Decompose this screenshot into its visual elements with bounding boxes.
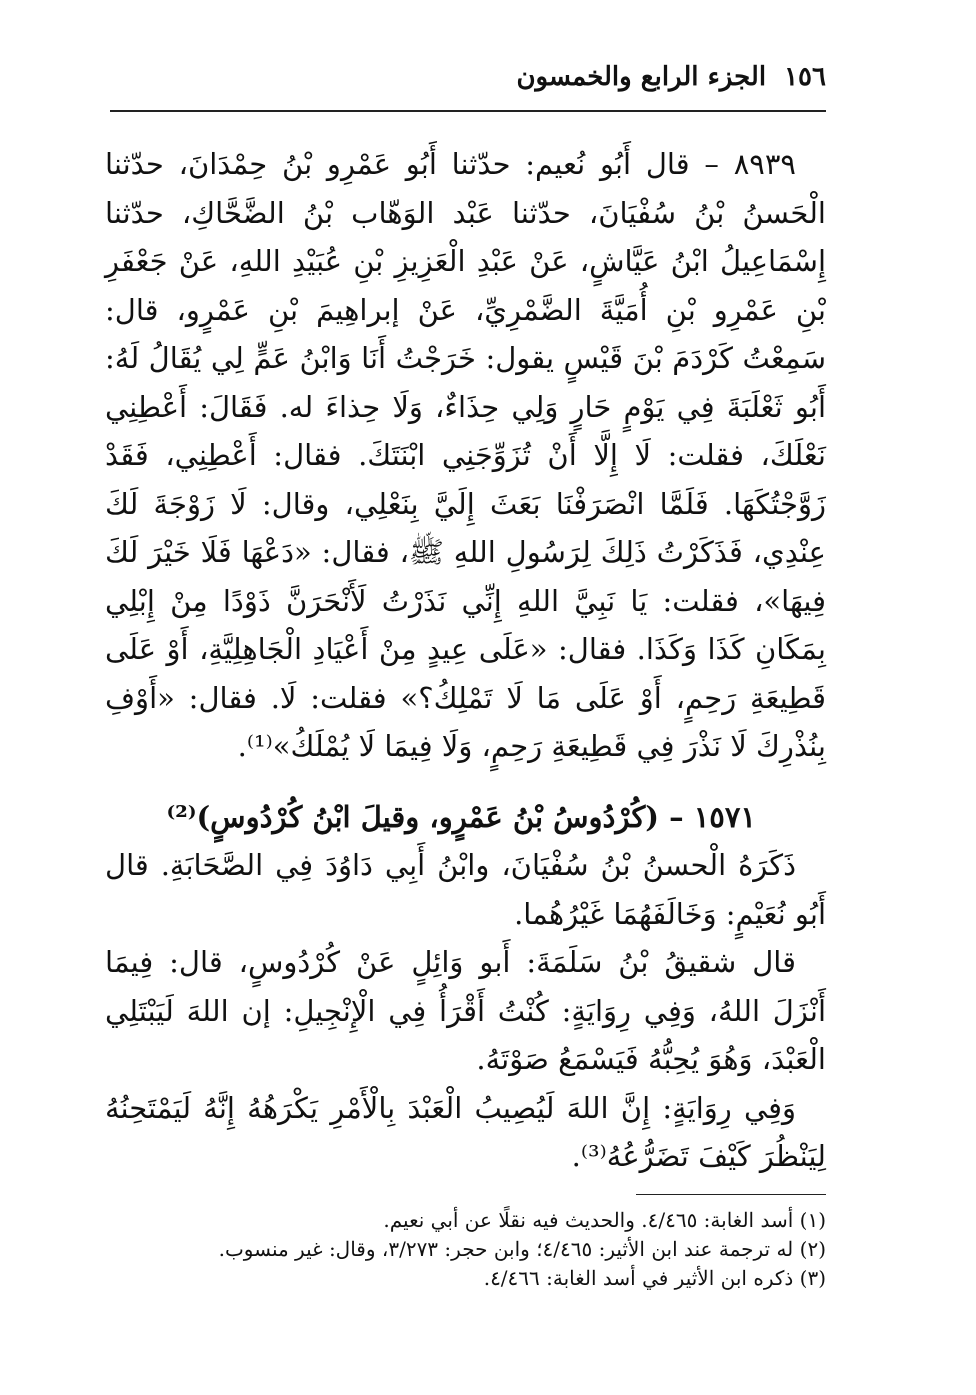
entry-title: ١٥٧١ – (كُرْدُوسُ بْنُ عَمْرٍو، وقيلَ ابْنُ كُرْدُوسٍ)⁽²⁾ <box>166 799 756 834</box>
paragraph-spacer <box>105 771 826 793</box>
footnote-2: (٢) له ترجمة عند ابن الأثير: ٤/٤٦٥؛ وابن حجر: ٣/٢٧٣، وقال: غير منسوب. <box>218 1237 826 1261</box>
entry-intro: ذَكَرَهُ الْحسنُ بْنُ سُفْيَانَ، وابْنُ أَبِي دَاوُدَ فِي الصَّحَابَةِ. قال أَبُو نُعَيْمٍ: وَخَالَفَهُمَا غَيْرُهُما. <box>105 848 826 931</box>
hadith-paragraph: ٨٩٣٩ – قال أَبُو نُعيم: حدّثنا أَبُو عَمْرِو بْنُ حِمْدَانَ، حدّثنا الْحَسنُ بْنُ سُفْيَانَ، حدّثنا عَبْد الوَهّاب بْنُ الضَّحَّاكِ، حدّثنا إِسْمَاعِيلُ ابْنُ عَيَّاشٍ، عَنْ عَبْدِ الْعَزِيزِ بْنِ عُبَيْدِ اللهِ، عَنْ جَعْفَرِ بْنِ عَمْرِو بْنِ أُمَيَّةَ الضَّمْرِيِّ، عَنْ إبراهِيمَ بْنِ عَمْرٍو، قال: سَمِعْتُ كَرْدَمَ بْنَ قَيْسٍ يقول: خَرَجْتُ أَنَا وَابْنُ عَمٍّ لِي يُقَالُ لَهُ: أَبُو ثَعْلَبَةَ فِي يَوْمٍ حَارٍ وَلِي حِذَاءٌ، وَلَا حِذاءَ له. فَقَالَ: أَعْطِنِي نَعْلَكَ، فقلت: لَا إِلَّا أَنْ تُزَوِّجَنِي ابْنَتَكَ. فقال: أَعْطِنِي، فَقَدْ زَوَّجْتُكَهَا. فَلَمَّا انْصَرَفْنَا بَعَثَ إِلَيَّ بِنَعْلِي، وقال: لَا زَوْجَةَ لَكَ عِنْدِي، فَذَكَرْتُ ذَلِكَ لِرَسُولِ اللهِ ﷺ، فقال: «دَعْهَا فَلَا خَيْرَ لَكَ فِيهَا»، فقلت: يَا نَبِيَّ اللهِ إِنِّي نَذَرْتُ لَأَنْحَرَنَّ ذَوْدًا مِنْ إِبْلِي بِمَكَانِ كَذَا وَكَذَا. فقال: «عَلَى عِيدٍ مِنْ أَعْيَادِ الْجَاهِلِيَّةِ، أَوْ عَلَى قَطِيعَةِ رَحِمٍ، أَوْ عَلَى مَا لَا تَمْلِكُ؟» فقلت: لَا. فقال: «أَوْفِ بِنُذْرِكَ لَا نَذْرَ فِي قَطِيعَةِ رَحِمٍ، وَلَا فِيمَا لَا يُمْلَكُ»⁽¹⁾. <box>105 147 826 763</box>
footnote-divider <box>636 1194 826 1195</box>
footnote-3: (٣) ذكره ابن الأثير في أسد الغابة: ٤/٤٦٦. <box>483 1266 826 1290</box>
footnote-1: (١) أسد الغابة: ٤/٤٦٥. والحديث فيه نقلًا عن أبي نعيم. <box>383 1208 826 1232</box>
page-number: ١٥٦ <box>784 62 826 92</box>
main-text <box>105 140 826 1181</box>
header-divider <box>110 110 826 112</box>
shaqiq-paragraph: قال شقيقُ بْنُ سَلَمَةَ: أَبو وَائِلٍ عَنْ كُرْدُوسٍ، قال: فِيمَا أَنْزَلَ اللهُ، وَفِي رِوَايَةٍ: كُنْتُ أَقْرَأُ فِي الْإِنْجِيلِ: إن اللهَ لَيَبْتَلِي الْعَبْدَ، وَهُوَ يُحِبُّهُ فَيَسْمَعُ صَوْتَهُ. <box>105 945 826 1076</box>
running-title: الجزء الرابع والخمسون <box>516 62 767 92</box>
page-header <box>110 62 826 106</box>
riwaya-paragraph: وَفِي رِوَايَةٍ: إِنَّ اللهَ لَيُصِيبُ الْعَبْدَ بِالْأَمْرِ يَكْرَهُهُ إِنَّهُ لَيَمْتَحِنُهُ لِيَنْظُرَ كَيْفَ تَضَرُّعُهُ⁽³⁾. <box>105 1090 826 1173</box>
footnotes <box>110 1206 826 1293</box>
